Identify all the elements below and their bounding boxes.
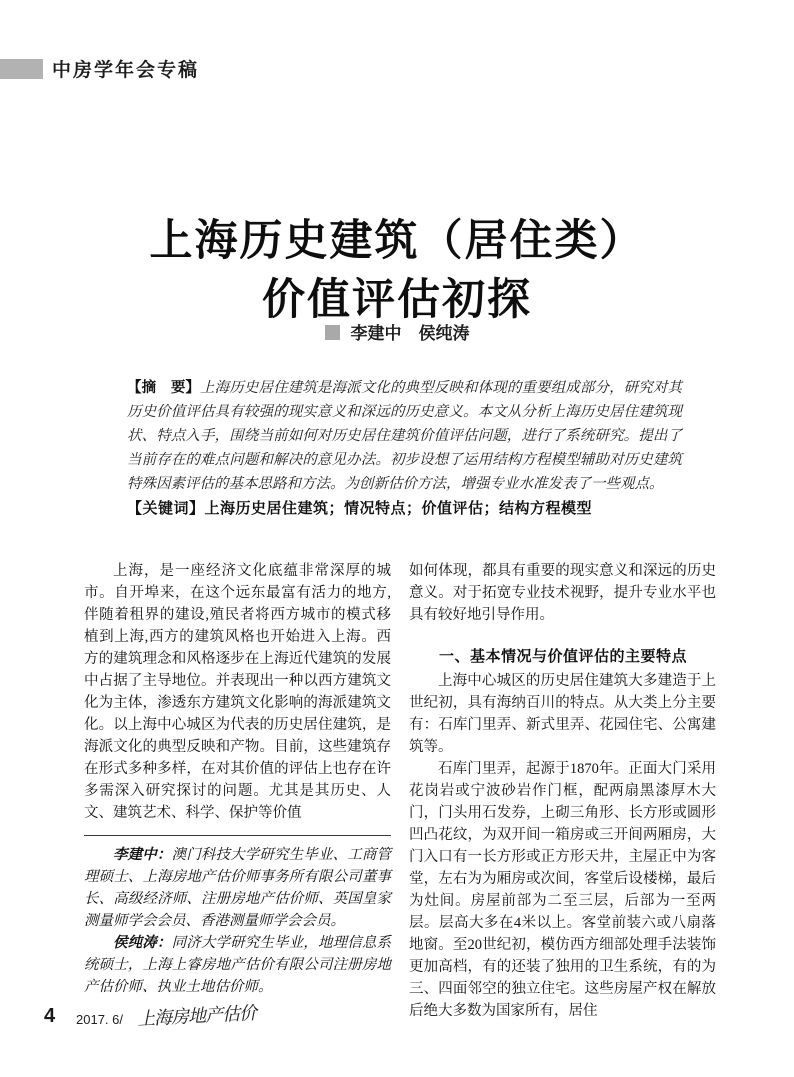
abstract-block	[127, 376, 682, 496]
author-bio-2-name: 侯纯涛：	[113, 935, 172, 951]
page-number: 4	[44, 1005, 56, 1027]
author-bio-2-text: 同济大学研究生毕业，地理信息系统硕士，上海上睿房地产估价有限公司注册房地产估价师、执业土地估价师。	[84, 935, 392, 995]
abstract-label: 【摘 要】	[127, 380, 201, 396]
header-gray-bar	[0, 59, 43, 79]
column-tag-label: 中房学年会专稿	[52, 60, 200, 81]
author-bio-1-text: 澳门科技大学研究生毕业、工商管理硕士、上海房地产估价师事务所有限公司董事长、高级经济师、注册房地产估价师、英国皇家测量师学会会员、香港测量师学会会员。	[84, 847, 392, 929]
article-title-line2: 价值评估初探	[262, 275, 532, 324]
abstract-text: 上海历史居住建筑是海派文化的典型反映和体现的重要组成部分，研究对其历史价值评估具有较强的现实意义和深远的历史意义。本文从分析上海历史居住建筑现状、特点入手，围绕当前如何对历史居住建筑价值评估问题，进行了系统研究。提出了当前存在的难点问题和解决的意见办法。初步设想了运用结构方程模型辅助对历史建筑特殊因素评估的基本思路和方法。为创新估价方法，增强专业水准发表了一些观点。	[127, 380, 683, 492]
left-column	[84, 560, 391, 1022]
intro-paragraph: 上海，是一座经济文化底蕴非常深厚的城市。自开埠来，在这个远东最富有活力的地方,伴随着租界的建设,殖民者将西方城市的模式移植到上海,西方的建筑风格也开始进入上海。西方的建筑理念和风格逐步在上海近代建筑的发展中占据了主导地位。并表现出一种以西方建筑文化为主体，渗透东方建筑文化影响的海派建筑文化。以上海中心城区为代表的历史居住建筑，是海派文化的典型反映和产物。目前，这些建筑存在形式多种多样，在对其价值的评估上也存在许多需深入研究探讨的问题。尤其是其历史、人文、建筑艺术、科学、保护等价值	[84, 563, 391, 821]
section-heading: 一、基本情况与价值评估的主要特点	[439, 648, 688, 665]
journal-signature: 上海房地产估价	[136, 1002, 257, 1030]
issue-label: 2017. 6/	[76, 1012, 123, 1027]
authors-line	[0, 319, 794, 344]
section-paragraph-2: 石库门里弄，起源于1870年。正面大门采用花岗岩或宁波砂岩作门框，配两扇黑漆厚木大门，门头用石发券，上砌三角形、长方形或圆形凹凸花纹，为双开间一箱房或三开间两厢房，大门入口有一长方形或正方形天井，主屋正中为客堂，左右为为厢房或次间，客堂后设楼梯，最后为灶间。房屋前部为二至三层，后部为一至两层。层高大多在4米以上。客堂前装六或八扇落地窗。至20世纪初，模仿西方细部处理手法装饰更加高档，有的还装了独用的卫生系统，有的为三、四面邻空的独立住宅。这些房屋产权在解放后绝大多数为国家所有，居住	[409, 761, 716, 1019]
article-title-line1: 上海历史建筑（居住类）	[149, 216, 645, 265]
section-paragraph-1: 上海中心城区的历史居住建筑大多建造于上世纪初，具有海纳百川的特点。从大类上分主要有：石库门里弄、新式里弄、花园住宅、公寓建筑等。	[409, 673, 716, 755]
author-bio-1-name: 李建中：	[113, 847, 172, 863]
column-tag	[0, 55, 199, 82]
author-bio-1	[84, 844, 391, 932]
body-columns	[84, 560, 716, 1022]
article-title	[0, 212, 794, 330]
keywords-line	[127, 497, 707, 518]
intro-paragraph-continued: 如何体现，都具有重要的现实意义和深远的历史意义。对于拓宽专业技术视野，提升专业水平也具有较好地引导作用。	[409, 563, 716, 623]
keywords-label: 【关键词】	[127, 500, 205, 517]
right-column	[409, 560, 716, 1022]
keywords-text: 上海历史居住建筑；情况特点；价值评估；结构方程模型	[204, 500, 593, 517]
author-marker-icon	[325, 325, 340, 340]
bio-divider	[84, 835, 391, 836]
author-bio-2	[84, 932, 391, 998]
author-names: 李建中 侯纯涛	[350, 324, 470, 343]
